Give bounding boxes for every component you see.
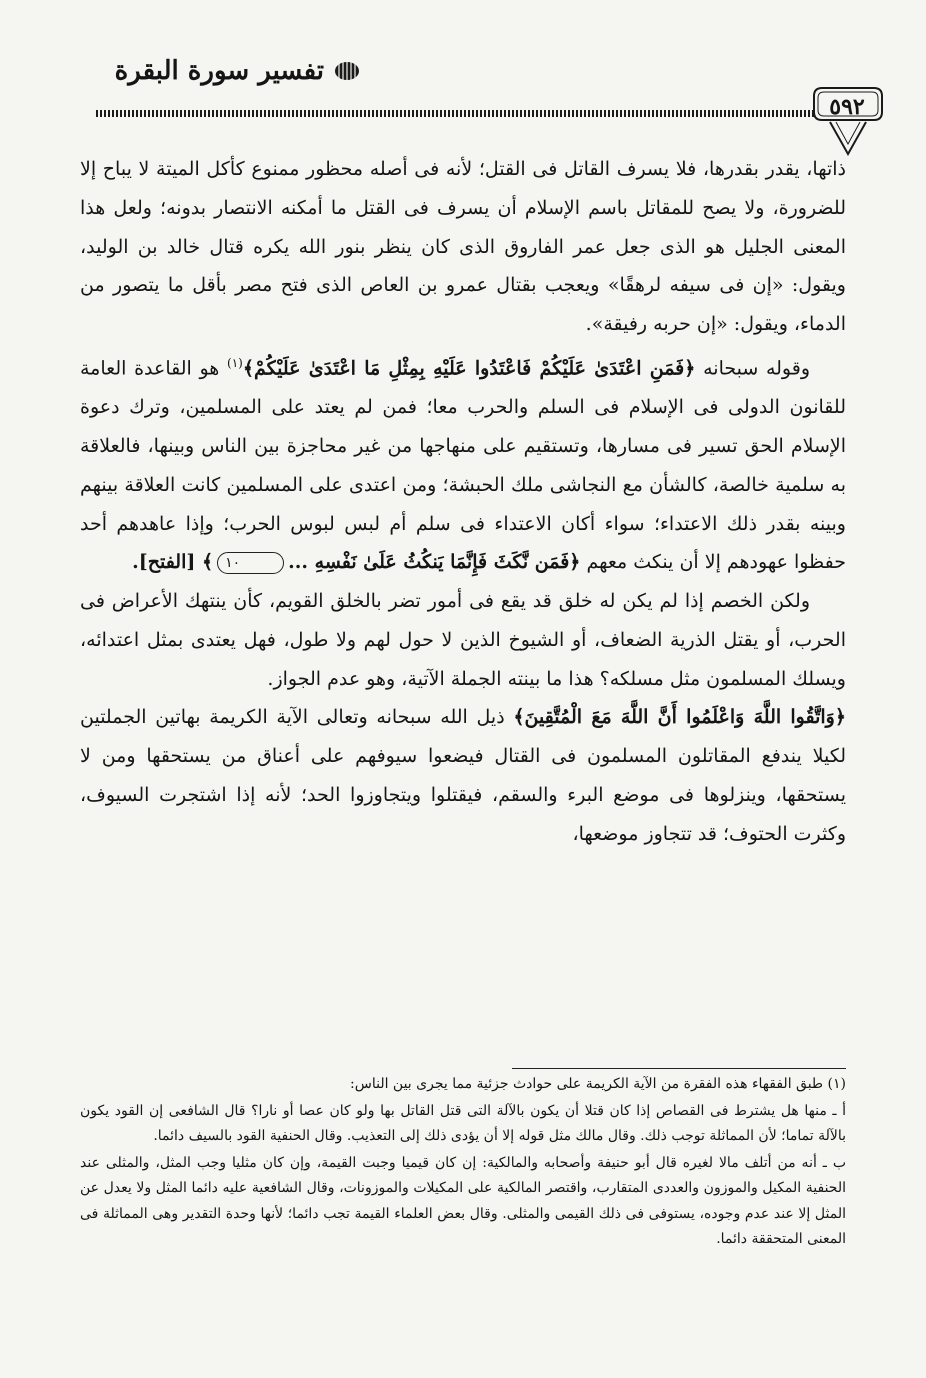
paragraph-2-text: هو القاعدة العامة للقانون الدولى فى الإسلام فى السلم والحرب معا؛ فمن لم يعتد على المسلمين، وترك دعوة الإسلام الحق تسير فى مسارها، وتستقيم على منهاجها من غير محاجزة بين الناس وبينها، فالعلاقة به سلمية خالصة، كالشأن مع النجاشى ملك الحبشة؛ ومن اعتدى على المسلمين كانت العلاقة بينهم وبينه بقدر ذلك الاعتداء؛ سواء أكان الاعتداء فى سلم أم لبس لبوس الحرب؛ وإذا عاهدهم أحد حفظوا عهودهم إلا أن ينكث معهم [80, 357, 846, 574]
running-header [60, 50, 360, 92]
footnote-1b: ب ـ أنه من أتلف مالا لغيره قال أبو حنيفة وأصحابه والمالكية: إن كان قيميا وجبت القيمة، وإن كان مثليا وجب المثل، والمثلى عند الحنفية المكيل والموزون والعددى المتقارب، واقتصر المالكية على المكيلات والموزونات، وقال الشافعية عليه دائما المثل ولا يعدل عن المثل إلا عند عدم وجوده، يستوفى فى ذلك القيمى والمثلى. وقال بعض العلماء القيمة تجب دائما؛ لأنها وحدة التقدير وهى المماثلة فى المعنى المتحققة دائما. [80, 1154, 846, 1247]
paragraph-3: ولكن الخصم إذا لم يكن له خلق قد يقع فى أمور تضر بالخلق القويم، كأن ينتهك الأعراض فى الحرب، أو يقتل الذرية الضعاف، أو الشيوخ الذين لا حول لهم ولا طول، فهل يعتدى بمثل اعتدائه، ويسلك المسلمون مثل مسلكه؟ هذا ما بينته الجملة الآتية، وهو عدم الجواز. [80, 590, 846, 690]
quran-verse-2: ﴿فَمَن نَّكَثَ فَإِنَّمَا يَنكُثُ عَلَىٰ نَفْسِهِ ... [288, 551, 581, 574]
running-title: تفسير سورة البقرة [114, 56, 324, 86]
page-number: ٥٩٢ [829, 94, 865, 120]
ornament-icon [334, 61, 360, 81]
main-text [80, 150, 846, 854]
quran-verse-1: ﴿فَمَنِ اعْتَدَىٰ عَلَيْكُمْ فَاعْتَدُوا عَلَيْهِ بِمِثْلِ مَا اعْتَدَىٰ عَلَيْكُمْ﴾ [242, 357, 696, 380]
quran-verse-3: ﴿وَاتَّقُوا اللَّهَ وَاعْلَمُوا أَنَّ اللَّهَ مَعَ الْمُتَّقِينَ﴾ [513, 706, 846, 729]
footnote-separator [512, 1068, 846, 1069]
paragraph-4 [80, 698, 846, 853]
paragraph-2 [80, 344, 846, 582]
footnote-1a: أ ـ منها هل يشترط فى القصاص إذا كان قتلا أن يكون بالآلة التى قتل القاتل بها ولو كان عصا أو نارا؟ قال الشافعى إن القود يكون بالآلة تماما؛ لأن المماثلة توجب ذلك. وقال مالك مثل قوله إلا أن يؤدى ذلك إلى التعذيب. وقال الحنفية القود بالسيف دائما. [80, 1102, 846, 1144]
ayah-number-mark: ١٠ [217, 552, 284, 574]
footnote-ref: (١) [227, 355, 243, 370]
footnote-1: (١) طبق الفقهاء هذه الفقرة من الآية الكريمة على حوادث جزئية مما يجرى بين الناس: [350, 1076, 846, 1092]
paragraph-4-text: ذيل الله سبحانه وتعالى الآية الكريمة بهاتين الجملتين لكيلا يندفع المقاتلون المسلمون فى القتال فيضعوا سيوفهم على أعناق من يستحقها ومن لا يستحقها، وينزلوها فى موضع البرء والسقم، فيقتلوا ويتجاوزوا الحد؛ لأنه إذا اشتجرت السيوف، وكثرت الحتوف؛ قد تتجاوز موضعها، [80, 706, 846, 845]
paragraph-2-intro: وقوله سبحانه [695, 357, 811, 380]
paragraph-1: ذاتها، يقدر بقدرها، فلا يسرف القاتل فى القتل؛ لأنه فى أصله محظور ممنوع كأكل الميتة لا يباح إلا للضرورة، ولا يصح للمقاتل باسم الإسلام أن يسرف فى القتل ما أمكنه الانتصار بدونه؛ ولعل هذا المعنى الجليل هو الذى جعل عمر الفاروق الذى كان ينظر بنور الله يكره قتال خالد بن الوليد، ويقول: «إن فى سيفه لرهقًا» ويعجب بقتال عمرو بن العاص الذى فتح مصر بأقل ما يتصور من الدماء، ويقول: «إن حربه رفيقة». [80, 158, 846, 336]
footnotes [80, 1072, 846, 1253]
header-rule [96, 110, 816, 117]
surah-reference: ﴾ [الفتح]. [132, 551, 214, 574]
